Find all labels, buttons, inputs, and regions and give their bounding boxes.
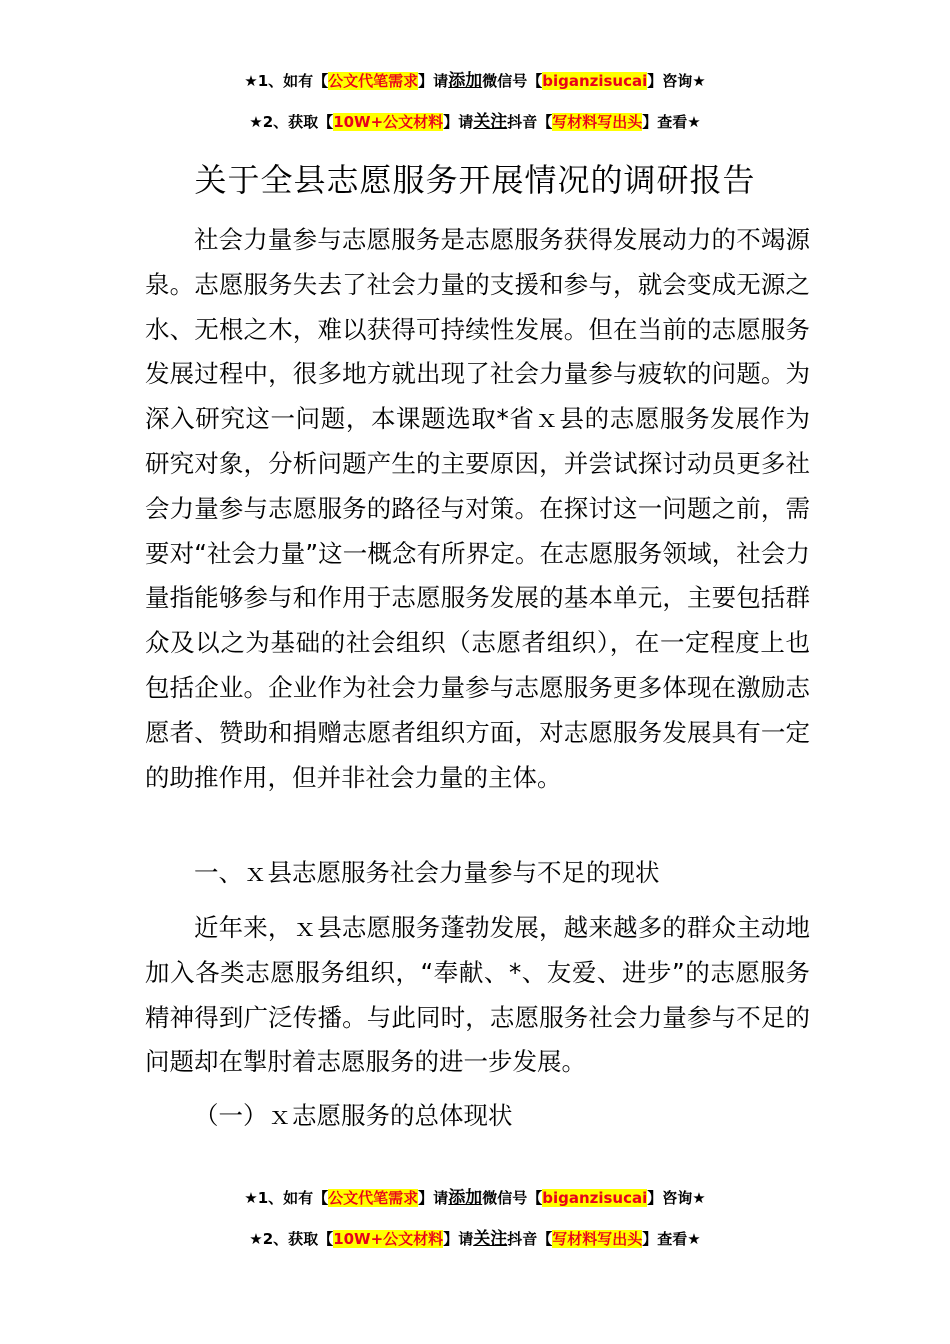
subsection-heading-1: （一）ｘ志愿服务的总体现状 [194,1101,513,1130]
highlight-douyin-account: 写材料写出头 [552,113,643,131]
document-title: 关于全县志愿服务开展情况的调研报告 [194,161,756,199]
notice-text: 微信号【 [482,72,543,90]
highlight-wechat-id: biganzisucai [542,72,648,90]
footer-notice-line-2 [0,1228,950,1250]
highlight-douyin-account: 写材料写出头 [552,1230,643,1248]
notice-text: 】咨询★ [647,1189,706,1207]
notice-text: ★2、获取【 [249,113,334,131]
notice-text: 】请 [418,72,449,90]
notice-text: ★1、如有【 [244,72,329,90]
notice-text: ★1、如有【 [244,1189,329,1207]
body-paragraph-2: 近年来，ｘ县志愿服务蓬勃发展，越来越多的群众主动地加入各类志愿服务组织，“奉献、*、友爱、进步”的志愿服务精神得到广泛传播。与此同时，志愿服务社会力量参与不足的问题却在掣肘着志愿服务的进一步发展。 [145,913,810,1077]
notice-text: 】请 [443,113,474,131]
underlined-add: 添加 [448,1188,483,1208]
notice-text: 微信号【 [482,1189,543,1207]
notice-text: 】查看★ [642,113,701,131]
underlined-add: 添加 [448,71,483,91]
notice-text: 抖音【 [507,1230,553,1248]
highlight-materials: 10W+公文材料 [333,113,444,131]
notice-text: 】请 [443,1230,474,1248]
underlined-follow: 关注 [473,112,508,132]
highlight-materials: 10W+公文材料 [333,1230,444,1248]
notice-text: 】咨询★ [647,72,706,90]
highlight-service-request: 公文代笔需求 [328,72,419,90]
notice-text: 】请 [418,1189,449,1207]
notice-text: ★2、获取【 [249,1230,334,1248]
highlight-wechat-id: biganzisucai [542,1189,648,1207]
section-heading-1: 一、ｘ县志愿服务社会力量参与不足的现状 [194,858,660,887]
body-paragraph-1: 社会力量参与志愿服务是志愿服务获得发展动力的不竭源泉。志愿服务失去了社会力量的支援和参与，就会变成无源之水、无根之木，难以获得可持续性发展。但在当前的志愿服务发展过程中，很多地方就出现了社会力量参与疲软的问题。为深入研究这一问题，本课题选取*省ｘ县的志愿服务发展作为研究对象，分析问题产生的主要原因，并尝试探讨动员更多社会力量参与志愿服务的路径与对策。在探讨这一问题之前，需要对“社会力量”这一概念有所界定。在志愿服务领域，社会力量指能够参与和作用于志愿服务发展的基本单元，主要包括群众及以之为基础的社会组织（志愿者组织），在一定程度上也包括企业。企业作为社会力量参与志愿服务更多体现在激励志愿者、赞助和捐赠志愿者组织方面，对志愿服务发展具有一定的助推作用，但并非社会力量的主体。 [145,225,810,792]
header-notice-line-2 [0,111,950,133]
notice-text: 】查看★ [642,1230,701,1248]
notice-text: 抖音【 [507,113,553,131]
header-notice-line-1 [0,70,950,92]
underlined-follow: 关注 [473,1229,508,1249]
highlight-service-request: 公文代笔需求 [328,1189,419,1207]
footer-notice-line-1 [0,1187,950,1209]
